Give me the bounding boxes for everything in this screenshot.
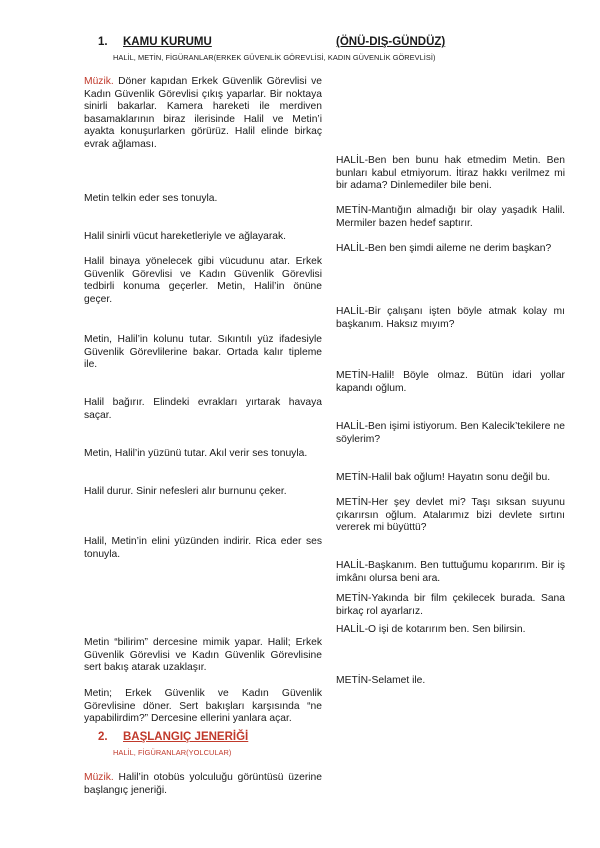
scene-title: KAMU KURUMU bbox=[123, 36, 212, 48]
scene-location: (ÖNÜ-DIŞ-GÜNDÜZ) bbox=[336, 36, 446, 48]
speaker-name: HALİL bbox=[336, 421, 365, 432]
action-paragraph: Halil bağırır. Elindeki evrakları yırtarak havaya saçar. bbox=[84, 397, 322, 421]
action-paragraph: Metin; Erkek Güvenlik ve Kadın Güvenlik Görevlisine döner. Sert bakışları karşısında “ne yapabilirdim?” Dercesine ellerini yanlara açar. bbox=[84, 688, 322, 725]
speaker-name: HALİL bbox=[336, 306, 365, 317]
speaker-name: METİN bbox=[336, 205, 369, 216]
action-paragraph: Müzik. Halil’in otobüs yolculuğu görüntüsü üzerine başlangıç jeneriği. bbox=[84, 772, 322, 796]
action-paragraph: Metin, Halil’in yüzünü tutar. Akıl verir ses tonuyla. bbox=[84, 448, 308, 459]
speaker-name: HALİL bbox=[336, 155, 365, 166]
speaker-name: METİN bbox=[336, 675, 369, 686]
dialogue-line: HALİL-Bir çalışanı işten böyle atmak kolay mı başkanım. Haksız mıyım? bbox=[336, 306, 565, 330]
action-paragraph: Müzik. Döner kapıdan Erkek Güvenlik Görevlisi ve Kadın Güvenlik Görevlisi çıkış yaparlar. Bir noktaya sinirli bakarlar. Kamera hareketi ile merdiven basamaklarının biraz ilerisinde Halil ve Metin’i ayakta konuşurlarken görürüz. Halil elinde birkaç evrak ağlaması. bbox=[84, 76, 322, 150]
dialogue-line: METİN-Yakında bir film çekilecek burada. Sana birkaç rol ayarlarız. bbox=[336, 593, 565, 617]
music-cue: Müzik. bbox=[84, 76, 114, 87]
speaker-name: HALİL bbox=[336, 624, 365, 635]
dialogue-line: METİN-Halil! Böyle olmaz. Bütün idari yollar kapandı oğlum. bbox=[336, 370, 565, 394]
action-paragraph: Halil sinirli vücut hareketleriyle ve ağlayarak. bbox=[84, 231, 287, 242]
dialogue-line: METİN-Mantığın almadığı bir olay yaşadık Halil. Mermiler bazen hedef saptırır. bbox=[336, 205, 565, 229]
action-paragraph: Metin, Halil’in kolunu tutar. Sıkıntılı yüz ifadesiyle Güvenlik Görevlilerine bakar. Ortada kalır tipleme ile. bbox=[84, 334, 322, 371]
scene-number: 2. bbox=[98, 731, 108, 743]
speaker-name: METİN bbox=[336, 497, 369, 508]
dialogue-line: METİN-Halil bak oğlum! Hayatın sonu değil bu. bbox=[336, 472, 551, 483]
dialogue-line: HALİL-Ben ben bunu hak etmedim Metin. Ben bunları kabul etmiyorum. İtiraz hakkı verilmez mi bir adama? Dinlemediler bile beni. bbox=[336, 155, 565, 192]
speaker-name: METİN bbox=[336, 593, 369, 604]
speaker-name: HALİL bbox=[336, 560, 365, 571]
dialogue-line: HALİL-O işi de kotarırım ben. Sen bilirsin. bbox=[336, 624, 526, 635]
speaker-name: METİN bbox=[336, 370, 369, 381]
dialogue-line: HALİL-Başkanım. Ben tuttuğumu koparırım. Bir iş imkânı olursa beni ara. bbox=[336, 560, 565, 584]
dialogue-line: HALİL-Ben ben şimdi aileme ne derim başkan? bbox=[336, 243, 552, 254]
dialogue-line: METİN-Her şey devlet mi? Taşı sıksan suyunu çıkarırsın oğlum. Atalarımız bizi devlete sırtını vererek mi büyüttü? bbox=[336, 497, 565, 534]
dialogue-line: METİN-Selamet ile. bbox=[336, 675, 426, 686]
scene-characters: HALİL, FİGÜRANLAR(YOLCULAR) bbox=[113, 748, 232, 757]
dialogue-line: HALİL-Ben işimi istiyorum. Ben Kalecik’tekilere ne söylerim? bbox=[336, 421, 565, 445]
action-paragraph: Metin telkin eder ses tonuyla. bbox=[84, 193, 218, 204]
action-paragraph: Halil binaya yönelecek gibi vücudunu atar. Erkek Güvenlik Görevlisi ve Kadın Güvenlik Görevlisi tedbirli konuma geçerler. Metin, Halil’in önüne geçer. bbox=[84, 256, 322, 305]
speaker-name: METİN bbox=[336, 472, 369, 483]
action-paragraph: Metin “bilirim” dercesine mimik yapar. Halil; Erkek Güvenlik Görevlisi ve Kadın Güvenlik Görevlisine sert bakış atarak uzaklaşır. bbox=[84, 637, 322, 674]
action-paragraph: Halil, Metin’in elini yüzünden indirir. Rica eder ses tonuyla. bbox=[84, 536, 322, 560]
action-paragraph: Halil durur. Sinir nefesleri alır burnunu çeker. bbox=[84, 486, 287, 497]
scene-characters: HALİL, METİN, FİGÜRANLAR(ERKEK GÜVENLİK GÖREVLİSİ, KADIN GÜVENLİK GÖREVLİSİ) bbox=[113, 53, 436, 62]
speaker-name: HALİL bbox=[336, 243, 365, 254]
scene-title: BAŞLANGIÇ JENERİĞİ bbox=[123, 731, 249, 743]
music-cue: Müzik. bbox=[84, 772, 114, 783]
scene-number: 1. bbox=[98, 36, 108, 48]
